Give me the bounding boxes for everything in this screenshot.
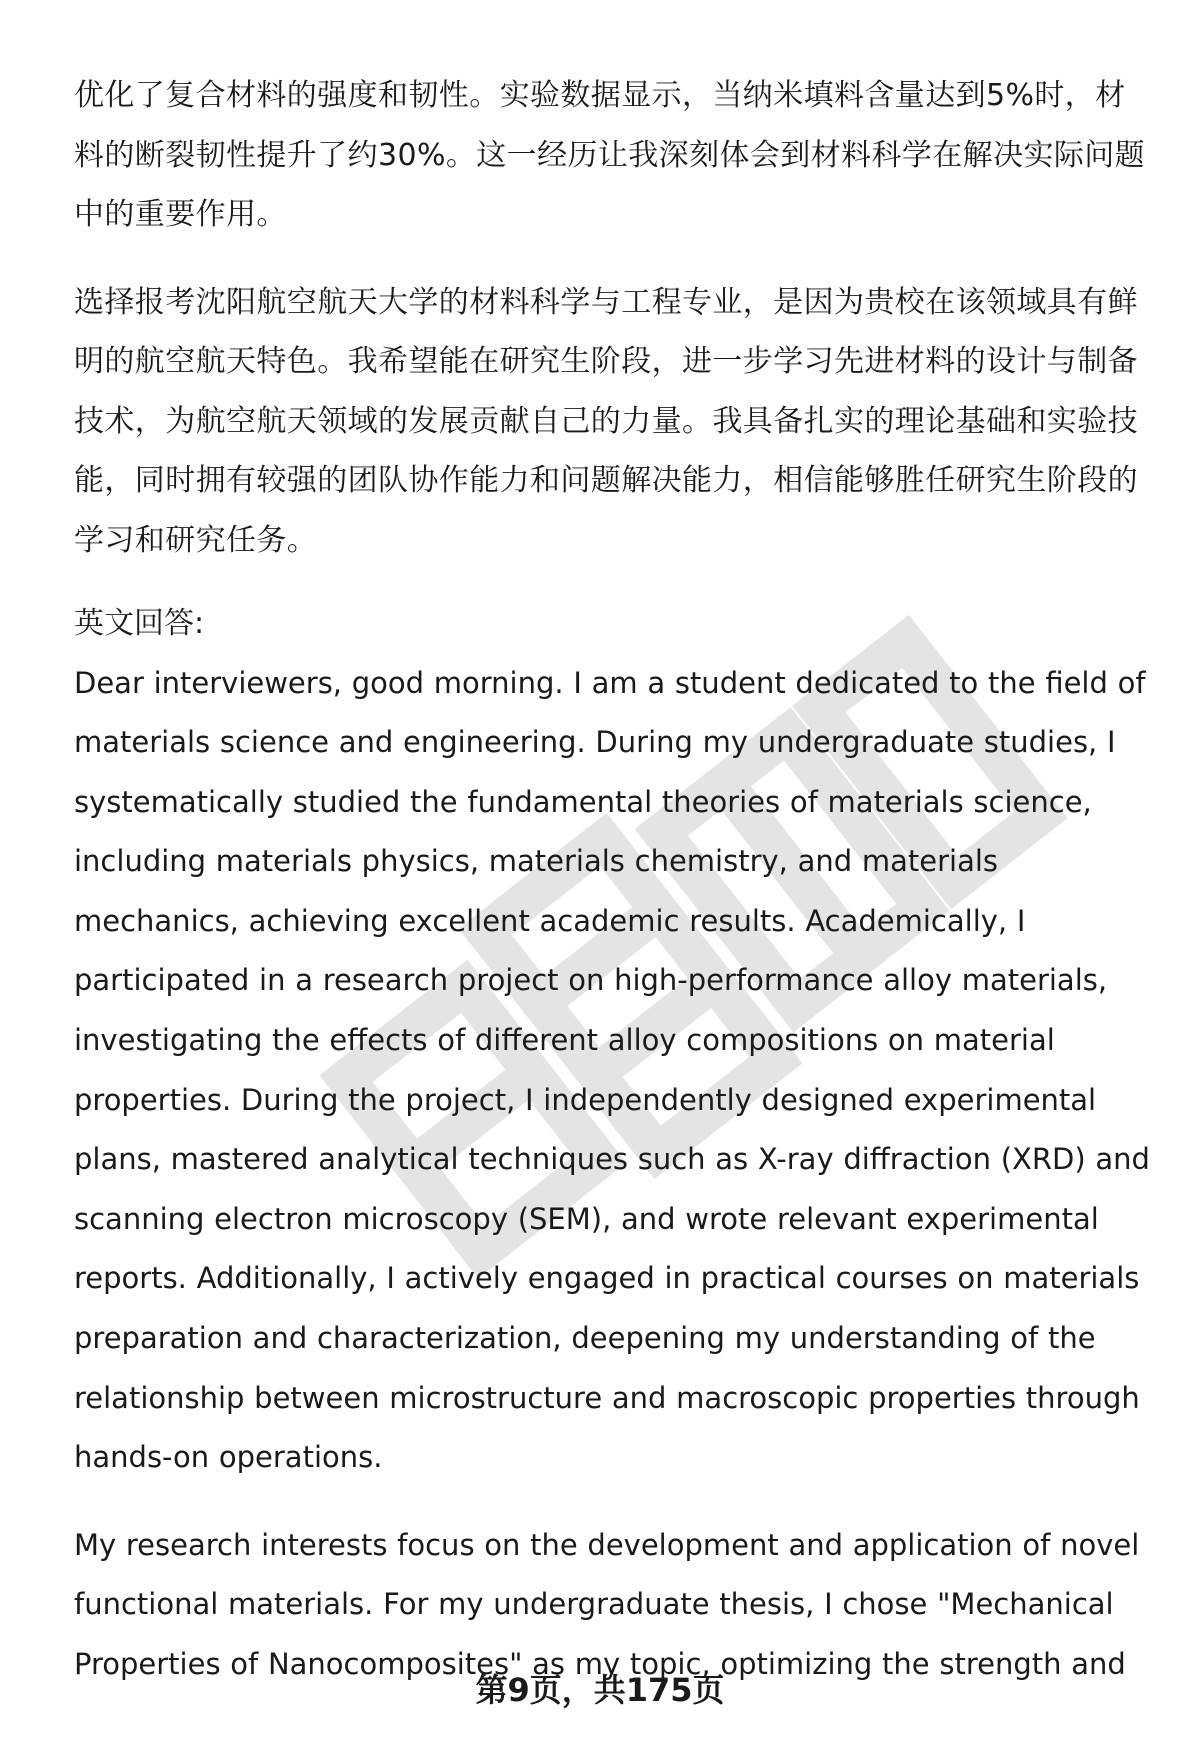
paragraph-en-2: My research interests focus on the development and application of novel functional materials. For my undergraduate thesis, I chose "Mechanical Properties of Nanocomposites" as my topic, optimizing the strength and — [74, 1527, 1140, 1681]
paragraph-en-1: Dear interviewers, good morning. I am a student dedicated to the field of materials science and engineering. During my undergraduate studies, I systematically studied the fundamental theories of materials science, including materials physics, materials chemistry, and materials mechanics, achieving excellent academic results. Academically, I participated in a research project on high-performance alloy materials, investigating the effects of different alloy compositions on material properties. During the project, I independently designed experimental plans, mastered analytical techniques such as X-ray diffraction (XRD) and scanning electron microscopy (SEM), and wrote relevant experimental reports. Additionally, I actively engaged in practical courses on materials preparation and characterization, deepening my understanding of the relationship between microstructure and macroscopic properties through hands-on operations. — [74, 665, 1150, 1475]
paragraph-zh-1: 优化了复合材料的强度和韧性。实验数据显示，当纳米填料含量达到5%时，材料的断裂韧性提升了约30%。这一经历让我深刻体会到材料科学在解决实际问题中的重要作用。 — [74, 78, 1146, 232]
page-number: 第9页，共175页 — [475, 1671, 725, 1709]
document-body — [74, 66, 1154, 1695]
english-answer-heading: 英文回答: — [74, 606, 205, 641]
paragraph-zh-2: 选择报考沈阳航空航天大学的材料科学与工程专业，是因为贵校在该领域具有鲜明的航空航天特色。我希望能在研究生阶段，进一步学习先进材料的设计与制备技术，为航空航天领域的发展贡献自己的力量。我具备扎实的理论基础和实验技能，同时拥有较强的团队协作能力和问题解决能力，相信能够胜任研究生阶段的学习和研究任务。 — [74, 284, 1138, 558]
